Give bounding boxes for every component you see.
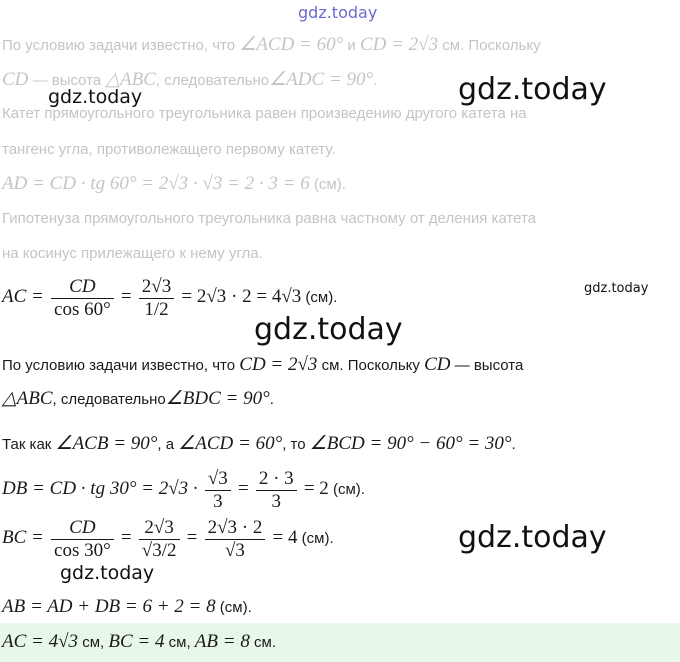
text: , а xyxy=(157,436,179,453)
watermark: gdz.today xyxy=(254,312,403,347)
fraction xyxy=(139,276,174,321)
math: ∠BDC = 90° xyxy=(165,388,270,409)
math: CD xyxy=(424,354,451,375)
text: (см). xyxy=(309,176,346,193)
watermark: gdz.today xyxy=(458,72,607,107)
fraction xyxy=(139,517,180,562)
denominator: cos 30° xyxy=(54,539,111,561)
math: = xyxy=(120,527,132,548)
denominator: cos 60° xyxy=(54,298,111,320)
math: = xyxy=(237,478,249,499)
math: AB = 8 xyxy=(194,631,250,652)
denominator: √3/2 xyxy=(141,539,177,561)
unit: (см). xyxy=(215,599,252,616)
ab-formula xyxy=(2,597,252,618)
numerator: 2√3 xyxy=(139,276,174,299)
watermark: gdz.today xyxy=(60,562,155,584)
faded-line-5 xyxy=(2,174,346,195)
text: . xyxy=(373,72,378,89)
math: ∠ACD = 60° xyxy=(178,433,283,454)
denominator: 3 xyxy=(271,490,281,512)
math: CD xyxy=(2,69,29,90)
paragraph-bdc xyxy=(2,389,274,410)
text: Так как xyxy=(2,436,56,453)
text: . xyxy=(511,436,516,453)
math: = xyxy=(120,286,132,307)
numerator: 2 · 3 xyxy=(256,468,297,491)
numerator: CD xyxy=(51,517,114,540)
math: = xyxy=(186,527,198,548)
text: . xyxy=(269,391,274,408)
unit: (см). xyxy=(297,530,334,547)
text: , следовательно xyxy=(155,72,270,89)
math: DB = CD · tg 30° = 2√3 · xyxy=(2,478,198,499)
math: △ABC xyxy=(2,388,53,409)
faded-line-3: Катет прямоугольного треугольника равен произведению другого катета на xyxy=(2,105,527,122)
text: , то xyxy=(282,436,310,453)
faded-line-4: тангенс угла, противолежащего первому катету. xyxy=(2,141,336,158)
math: ∠BCD = 90° − 60° = 30° xyxy=(309,433,512,454)
faded-line-7: на косинус прилежащего к нему угла. xyxy=(2,245,263,262)
fraction xyxy=(256,468,297,513)
math: = 4 xyxy=(272,527,298,548)
text: По условию задачи известно, что xyxy=(2,357,240,374)
math: △ABC xyxy=(105,69,156,90)
math: = 2 xyxy=(303,478,329,499)
faded-line-6: Гипотенуза прямоугольного треугольника равна частному от деления катета xyxy=(2,210,537,227)
math: = 2√3 · 2 = 4√3 xyxy=(181,286,302,307)
math: CD = 2√3 xyxy=(239,354,318,375)
math: BC = 4 xyxy=(108,631,165,652)
denominator: 1/2 xyxy=(144,298,169,320)
numerator: CD xyxy=(51,276,114,299)
watermark: gdz.today xyxy=(458,520,607,555)
fraction xyxy=(51,276,114,321)
db-formula xyxy=(2,464,365,515)
watermark-top: gdz.today xyxy=(298,3,378,22)
math: AC = 4√3 xyxy=(2,631,79,652)
bc-formula xyxy=(2,512,334,565)
paragraph-cd-height xyxy=(2,355,523,376)
text: см. Поскольку xyxy=(438,37,541,54)
text: , следовательно xyxy=(52,391,166,408)
text: см. xyxy=(249,634,276,651)
denominator: 3 xyxy=(213,490,223,512)
text: и xyxy=(343,37,360,54)
math: CD = 2√3 xyxy=(359,34,439,55)
text: — высота xyxy=(28,72,106,89)
text: см. Поскольку xyxy=(317,357,425,374)
unit: (см). xyxy=(301,289,338,306)
unit: (см). xyxy=(328,481,365,498)
faded-line-1 xyxy=(2,35,541,56)
numerator: √3 xyxy=(205,468,231,491)
text: см, xyxy=(78,634,109,651)
numerator: 2√3 · 2 xyxy=(205,517,266,540)
denominator: √3 xyxy=(224,539,245,561)
watermark: gdz.today xyxy=(584,281,649,296)
text: — высота xyxy=(450,357,524,374)
watermark: gdz.today xyxy=(48,86,143,108)
numerator: 2√3 xyxy=(139,517,180,540)
math: AD = CD · tg 60° = 2√3 · √3 = 2 · 3 = 6 xyxy=(2,173,310,194)
text: см, xyxy=(164,634,195,651)
math: AB = AD + DB = 6 + 2 = 8 xyxy=(2,596,216,617)
fraction xyxy=(205,468,231,513)
math: ∠ACB = 90° xyxy=(55,433,158,454)
fraction xyxy=(51,517,114,562)
text: По условию задачи известно, что xyxy=(2,37,240,54)
math: AC = xyxy=(2,286,44,307)
paragraph-bcd-angle xyxy=(2,434,516,455)
fraction xyxy=(205,517,266,562)
math: ∠ADC = 90° xyxy=(269,69,374,90)
answer-line xyxy=(2,632,276,653)
math: BC = xyxy=(2,527,44,548)
math: ∠ACD = 60° xyxy=(239,34,344,55)
